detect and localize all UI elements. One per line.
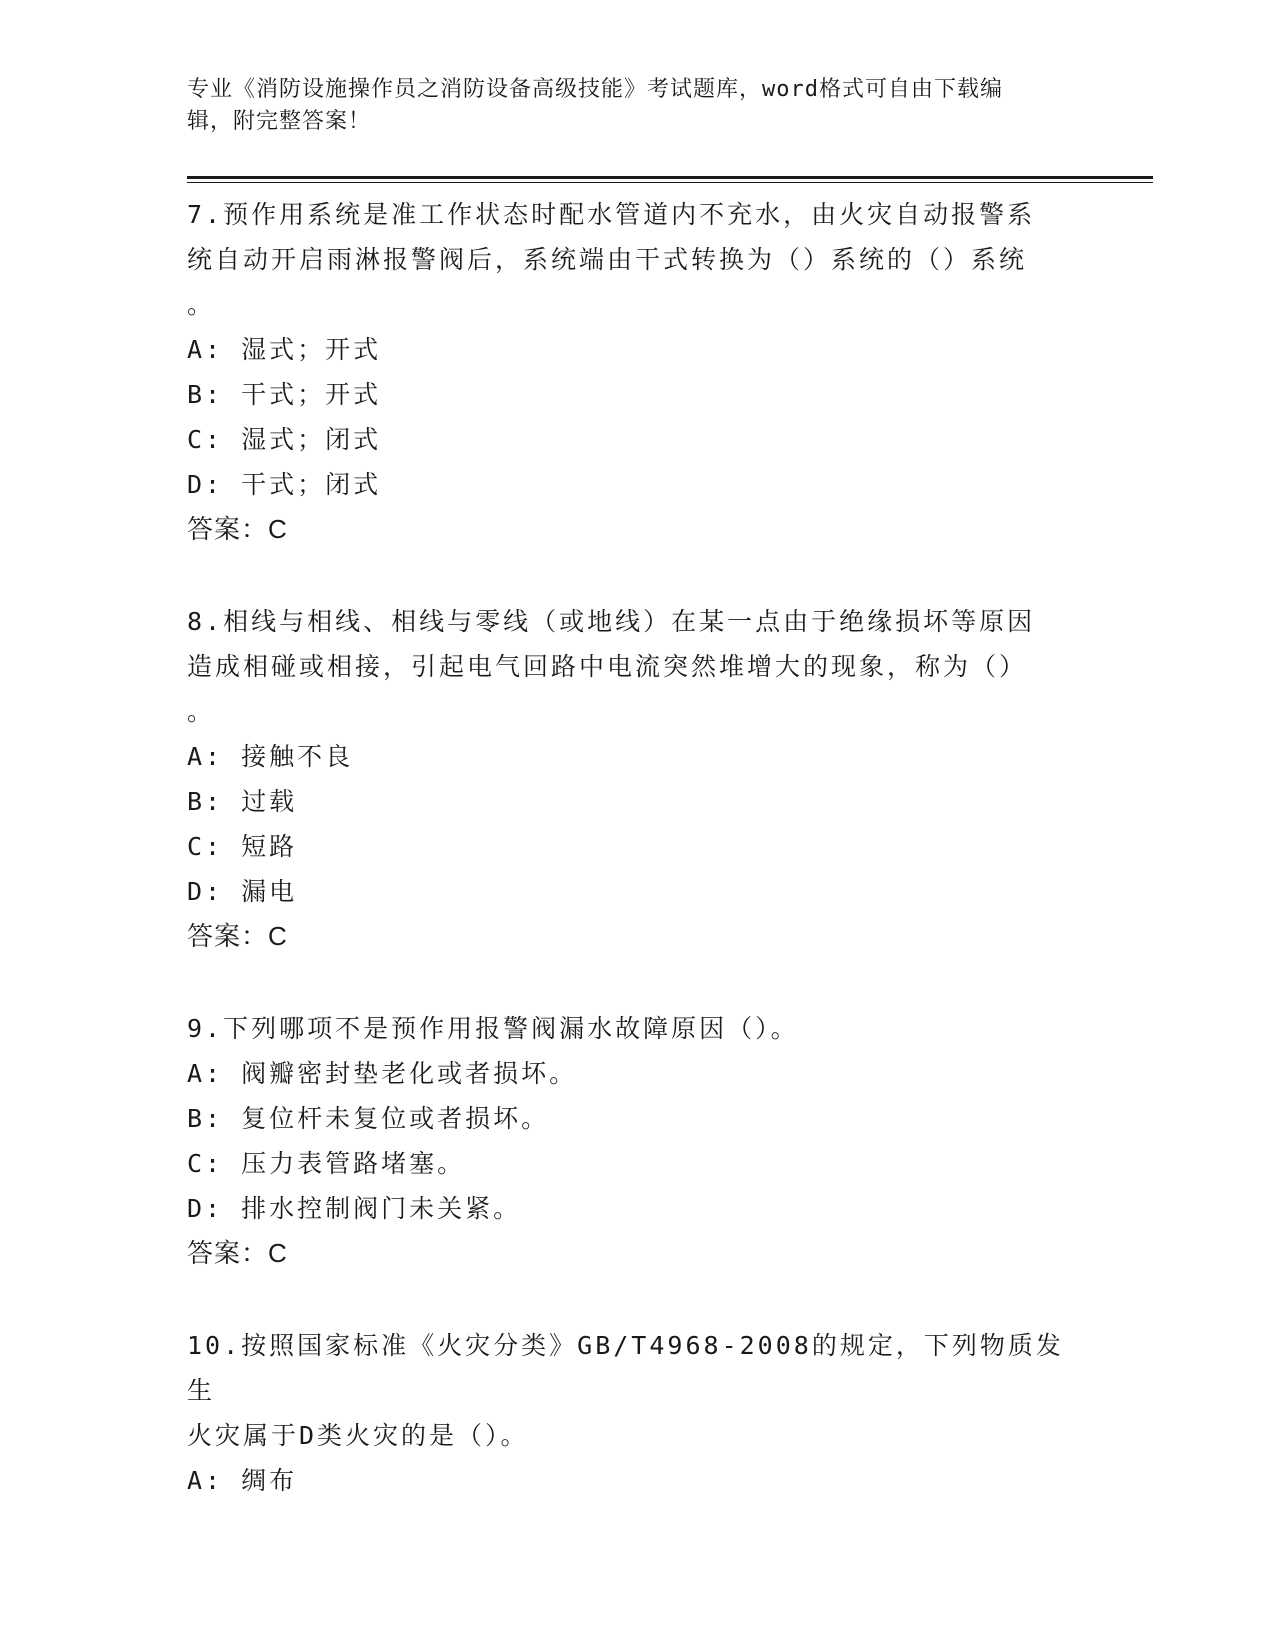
- question-line: 10.按照国家标准《火灾分类》GB/T4968-2008的规定，下列物质发生: [187, 1331, 1064, 1405]
- option-d: D: 漏电: [187, 877, 298, 906]
- question-line: 。: [187, 290, 216, 319]
- option-b: B: 复位杆未复位或者损坏。: [187, 1104, 550, 1133]
- answer-line: 答案：C: [187, 921, 288, 951]
- answer-line: 答案：C: [187, 1238, 288, 1268]
- option-b: B: 干式；开式: [187, 380, 382, 409]
- question-line: 7.预作用系统是准工作状态时配水管道内不充水，由火灾自动报警系: [187, 200, 1036, 229]
- option-a: A: 湿式；开式: [187, 335, 382, 364]
- option-c: C: 短路: [187, 832, 298, 861]
- question-line: 。: [187, 697, 216, 726]
- question-spacer: [187, 959, 1067, 1006]
- question-list: [187, 192, 1067, 1503]
- option-d: D: 干式；闭式: [187, 470, 382, 499]
- option-b: B: 过载: [187, 787, 298, 816]
- answer-line: 答案：C: [187, 514, 288, 544]
- question-line: 造成相碰或相接，引起电气回路中电流突然堆增大的现象，称为（）: [187, 652, 1028, 681]
- option-c: C: 压力表管路堵塞。: [187, 1149, 466, 1178]
- header-divider-thin: [187, 182, 1153, 183]
- question-spacer: [187, 1276, 1067, 1323]
- header-line-2: 辑，附完整答案！: [187, 109, 372, 134]
- question-line: 火灾属于D类火灾的是（）。: [187, 1421, 529, 1450]
- option-a: A: 接触不良: [187, 742, 354, 771]
- question-item: [187, 1323, 1067, 1503]
- question-item: [187, 599, 1067, 959]
- question-line: 9.下列哪项不是预作用报警阀漏水故障原因（）。: [187, 1014, 799, 1043]
- header-line-1: 专业《消防设施操作员之消防设备高级技能》考试题库，word格式可自由下载编: [187, 77, 1003, 102]
- question-line: 8.相线与相线、相线与零线（或地线）在某一点由于绝缘损坏等原因: [187, 607, 1036, 636]
- question-item: [187, 192, 1067, 552]
- header-divider-thick: [187, 176, 1153, 179]
- option-d: D: 排水控制阀门未关紧。: [187, 1194, 522, 1223]
- document-header: [187, 74, 1067, 138]
- option-c: C: 湿式；闭式: [187, 425, 382, 454]
- question-item: [187, 1006, 1067, 1276]
- option-a: A: 阀瓣密封垫老化或者损坏。: [187, 1059, 578, 1088]
- option-a: A: 绸布: [187, 1466, 298, 1495]
- question-spacer: [187, 552, 1067, 599]
- question-line: 统自动开启雨淋报警阀后，系统端由干式转换为（）系统的（）系统: [187, 245, 1028, 274]
